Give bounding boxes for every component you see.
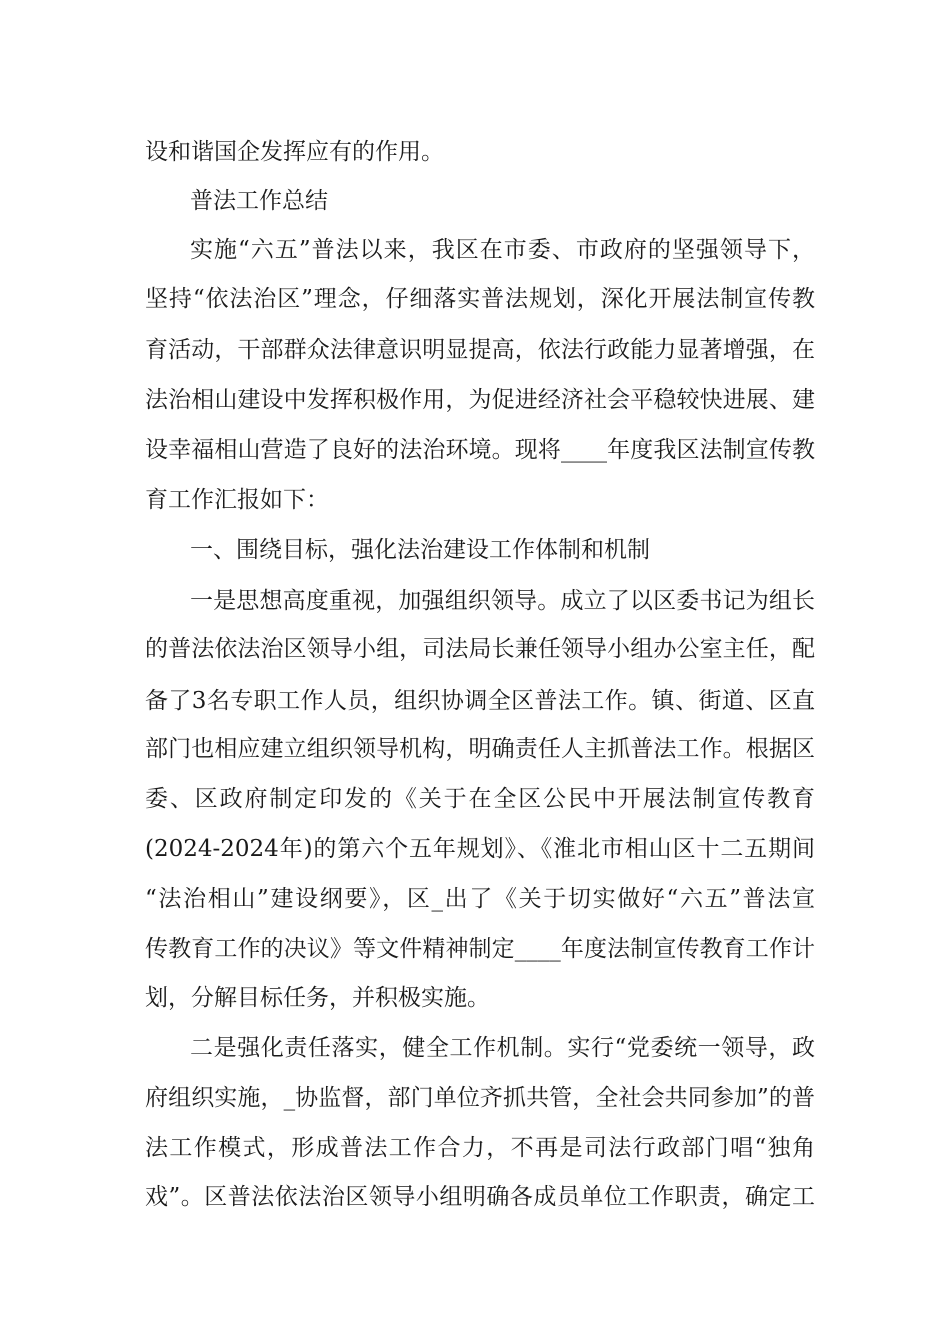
text-line: 的普法依法治区领导小组，司法局长兼任领导小组办公室主任，配 [145, 636, 815, 662]
text-line: (2024-2024年)的第六个五年规划》、《淮北市相山区十二五期间 [145, 836, 815, 862]
text-line: 育工作汇报如下： [145, 487, 329, 513]
text-line: 一是思想高度重视，加强组织领导。成立了以区委书记为组长 [190, 588, 815, 614]
text-line: 设和谐国企发挥应有的作用。 [145, 139, 444, 165]
text-line: 部门也相应建立组织领导机构，明确责任人主抓普法工作。根据区 [145, 736, 815, 762]
text-line: 坚持“依法治区”理念，仔细落实普法规划，深化开展法制宣传教 [145, 286, 815, 312]
text-line: “法治相山”建设纲要》，区_出了《关于切实做好“六五”普法宣 [145, 886, 815, 912]
text-line: 备了3名专职工作人员，组织协调全区普法工作。镇、街道、区直 [145, 688, 815, 714]
text-line: 设幸福相山营造了良好的法治环境。现将____年度我区法制宣传教 [145, 437, 815, 463]
section-heading: 普法工作总结 [190, 188, 328, 214]
text-line: 法治相山建设中发挥积极作用，为促进经济社会平稳较快进展、建 [145, 387, 815, 413]
text-line: 府组织实施，_协监督，部门单位齐抓共管，全社会共同参加”的普 [145, 1085, 815, 1111]
text-line: 法工作模式，形成普法工作合力，不再是司法行政部门唱“独角 [145, 1135, 815, 1161]
text-line: 传教育工作的决议》等文件精神制定____年度法制宣传教育工作计 [145, 936, 815, 962]
text-line: 育活动，干部群众法律意识明显提高，依法行政能力显著增强，在 [145, 337, 815, 363]
section-heading: 一、围绕目标，强化法治建设工作体制和机制 [190, 537, 650, 563]
text-line: 划，分解目标任务，并积极实施。 [145, 985, 490, 1011]
text-line: 二是强化责任落实，健全工作机制。实行“党委统一领导，政 [190, 1035, 815, 1061]
text-line: 实施“六五”普法以来，我区在市委、市政府的坚强领导下， [190, 237, 815, 263]
text-line: 委、区政府制定印发的《关于在全区公民中开展法制宣传教育 [145, 786, 815, 812]
text-line: 戏”。区普法依法治区领导小组明确各成员单位工作职责，确定工 [145, 1184, 815, 1210]
